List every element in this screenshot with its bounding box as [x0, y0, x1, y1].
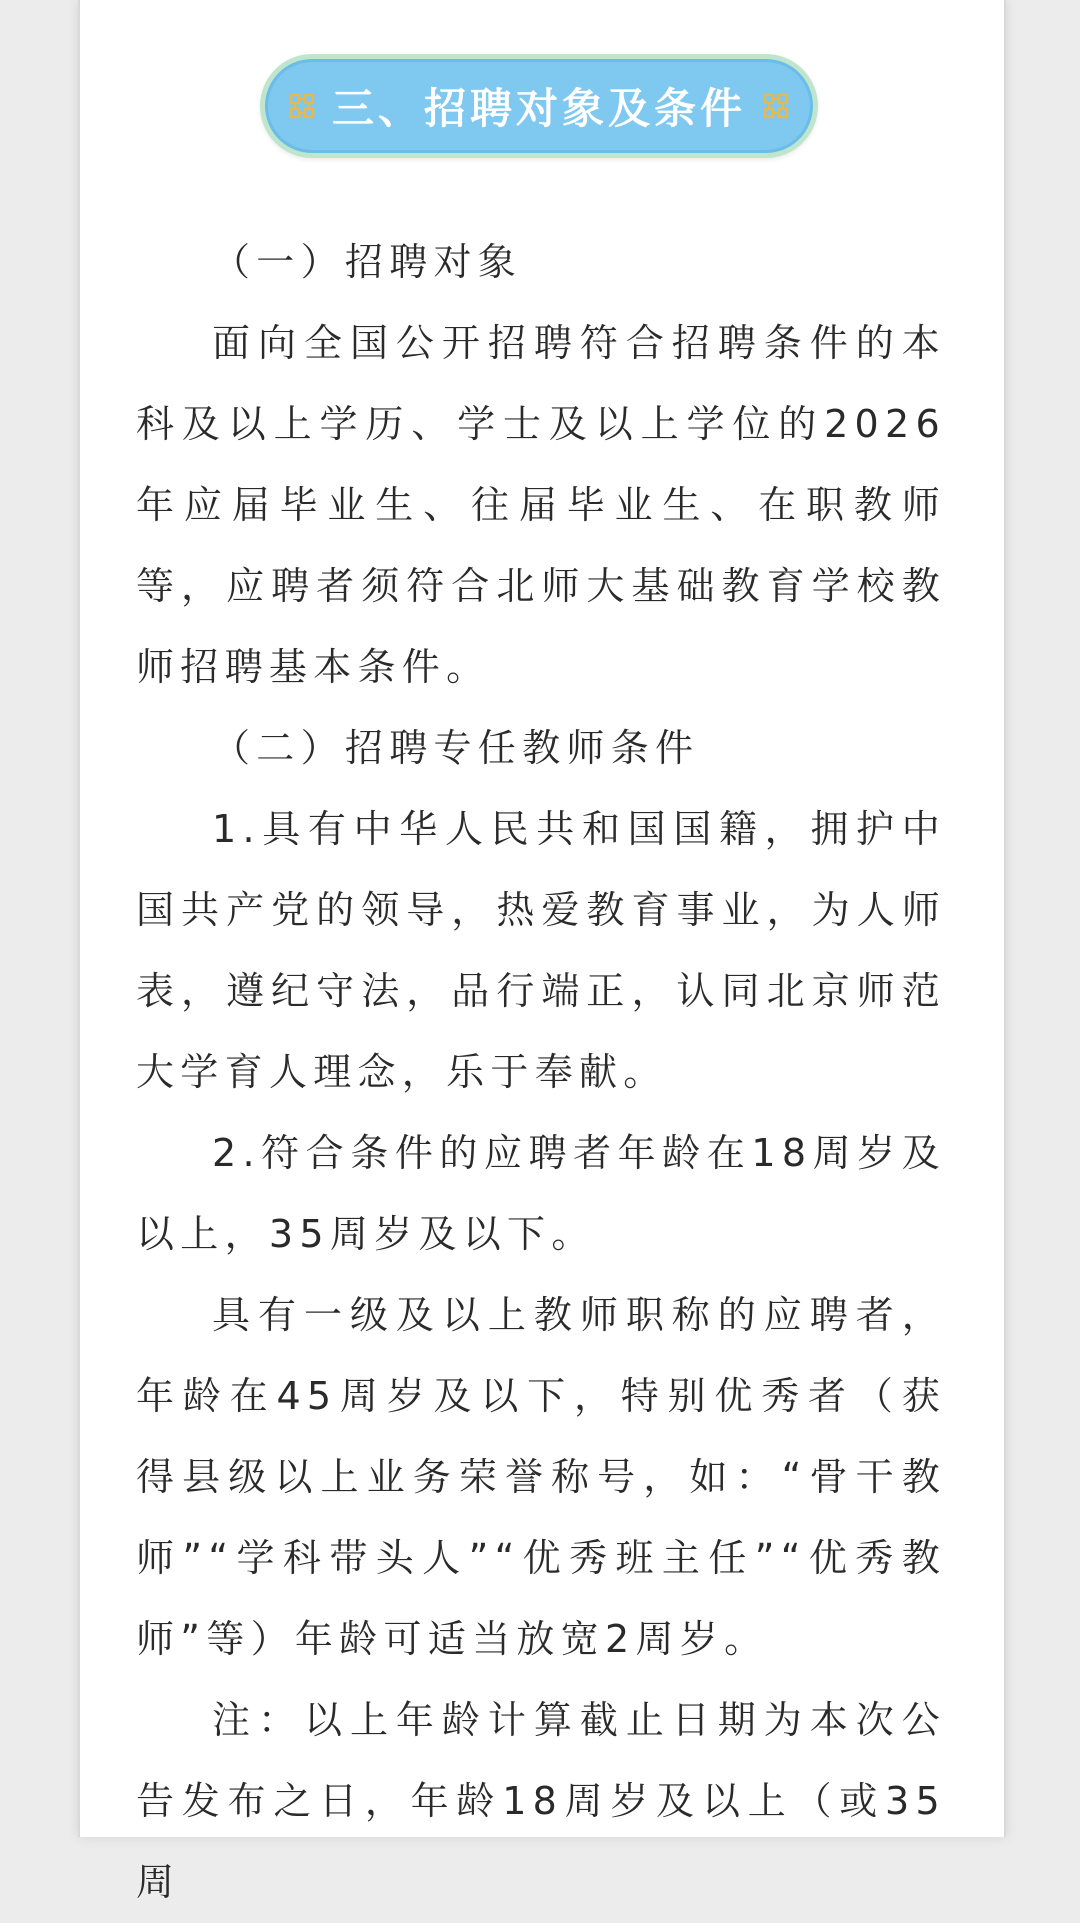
chinese-knot-ornament-icon — [762, 92, 790, 120]
paragraph-age-note: 注：以上年龄计算截止日期为本次公告发布之日，年龄18周岁及以上（或35周 — [136, 1698, 946, 1904]
subheading-recruitment-target: （一）招聘对象 — [212, 240, 523, 284]
paragraph-senior-title-age: 具有一级及以上教师职称的应聘者，年龄在45周岁及以下，特别优秀者（获得县级以上业务荣誉称号，如：“骨干教师”“学科带头人”“优秀班主任”“优秀教师”等）年龄可适当放宽2周岁。 — [136, 1293, 946, 1661]
article-card — [78, 0, 1006, 1904]
article-body — [136, 222, 946, 1923]
section-title: 三、招聘对象及条件 — [331, 84, 746, 133]
paragraph-recruitment-target: 面向全国公开招聘符合招聘条件的本科及以上学历、学士及以上学位的2026年应届毕业生、往届毕业生、在职教师等，应聘者须符合北师大基础教育学校教师招聘基本条件。 — [136, 321, 946, 689]
paragraph-condition-1: 1.具有中华人民共和国国籍，拥护中国共产党的领导，热爱教育事业，为人师表，遵纪守法，品行端正，认同北京师范大学育人理念，乐于奉献。 — [136, 807, 946, 1094]
subheading-teacher-conditions: （二）招聘专任教师条件 — [212, 726, 700, 770]
chinese-knot-ornament-icon — [288, 92, 316, 120]
section-banner — [260, 54, 818, 158]
paragraph-condition-2: 2.符合条件的应聘者年龄在18周岁及以上，35周岁及以下。 — [136, 1131, 946, 1256]
